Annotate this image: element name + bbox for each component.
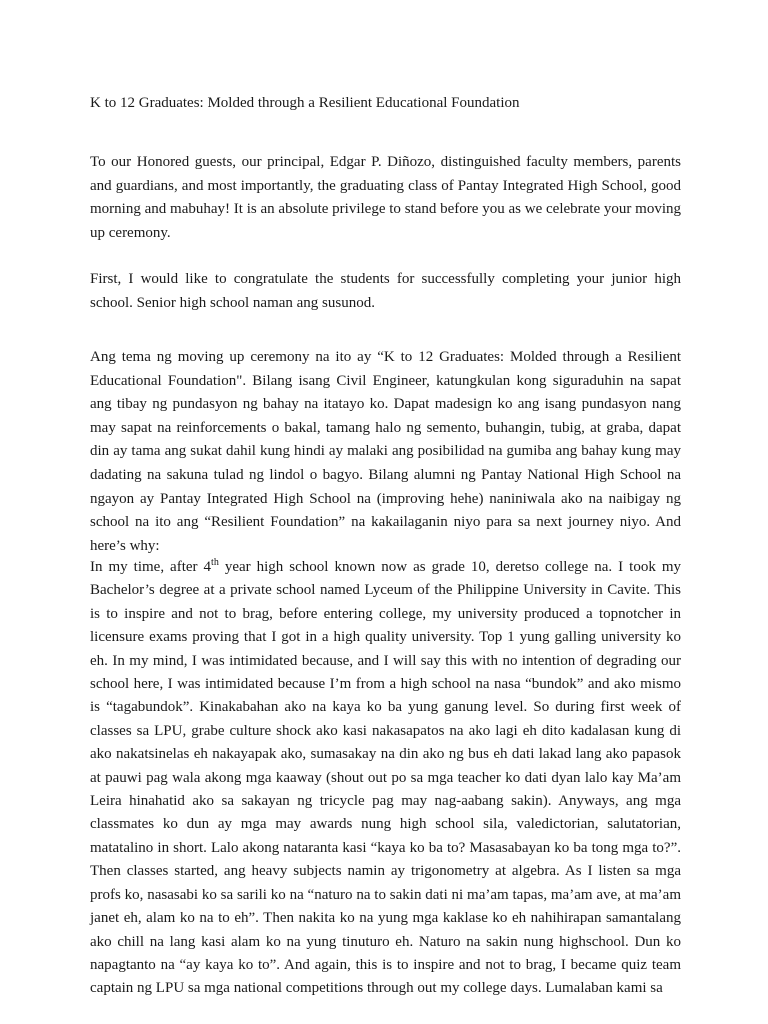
paragraph-theme: Ang tema ng moving up ceremony na ito ay “K to 12 Graduates: Molded through a Resilient Educational Foundation". Bilang isang Civil Engineer, katungkulan kong siguraduhin na sapat ang tibay ng pundasyon ng bahay na itatayo ko. Dapat madesign ko ang isang pundasyon nang may sapat na reinforcements o bakal, tamang halo ng semento, buhangin, tubig, at graba, dapat din ay tama ang sukat dahil kung hindi ay malaki ang posibilidad na gumiba ang bahay kung may dadating na sakuna tulad ng lindol o bagyo. Bilang alumni ng Pantay National High School na ngayon ay Pantay Integrated High School na (improving hehe) naniniwala ako na naibigay ng school na ito ang “Resilient Foundation” na kakailaganin niyo para sa next journey niyo. And here’s why: [90, 349, 681, 554]
paragraph-college-story-rest: year high school known now as grade 10, deretso college na. I took my Bachelor’s degree at a private school named Lyceum of the Philippine University in Cavite. This is to inspire and not to brag, before entering college, my university produced a topnotcher in licensure exams proving that I got in a high quality university. Top 1 yung galling university ko eh. In my mind, I was intimidated because, and I will say this with no intention of degrading our school here, I was intimidated because I’m from a high school na nasa “bundok” and ako mismo is “tagabundok”. Kinakabahan ako na kaya ko ba yung ganung level. So during first week of classes sa LPU, grabe culture shock ako kasi nakasapatos na ako lagi eh dito kadalasan kung di ako nakatsinelas eh nakayapak ako, sumasakay na din ako ng bus eh dati lakad lang ako papasok at pauwi pag wala akong mga kaaway (shout out po sa mga teacher ko dati dyan lalo kay Ma’am Leira hinahatid ako sa sakayan ng tricycle pag may nag-aabang sakin). Anyways, ang mga classmates ko dun ay mga may awards nung high school sila, valedictorian, salutatorian, matatalino in short. Lalo akong nataranta kasi “kaya ko ba to? Masasabayan ko ba tong mga to?”. Then classes started, ang heavy subjects namin ay trigonometry at algebra. As I listen sa mga profs ko, nasasabi ko sa sarili ko na “naturo na to sakin dati ni ma’am tapas, ma’am ave, at ma’am janet eh, alam ko na to eh”. Then nakita ko na yung mga kaklase ko eh nahihirapan samantalang ako chill na lang kasi alam ko na yung tinuturo eh. Naturo na sakin nung highschool. Dun ko napagtanto na “ay kaya ko to”. And again, this is to inspire and not to brag, I became quiz team captain ng LPU sa mga national competitions through out my college days. Lumalaban kami sa [90, 559, 682, 997]
paragraph-college-story-start: In my time, after 4 [90, 559, 212, 575]
document-title: K to 12 Graduates: Molded through a Resilient Educational Foundation [90, 95, 520, 111]
paragraph-greeting: To our Honored guests, our principal, Edgar P. Diñozo, distinguished faculty members, parents and guardians, and most importantly, the graduating class of Pantay Integrated High School, good morning and mabuhay! It is an absolute privilege to stand before you as we celebrate your moving up ceremony. [90, 154, 681, 241]
paragraph-congratulations: First, I would like to congratulate the students for successfully completing your junior high school. Senior high school naman ang susunod. [90, 271, 681, 311]
paragraph-college-story [90, 556, 681, 1001]
ordinal-superscript: th [211, 557, 219, 568]
